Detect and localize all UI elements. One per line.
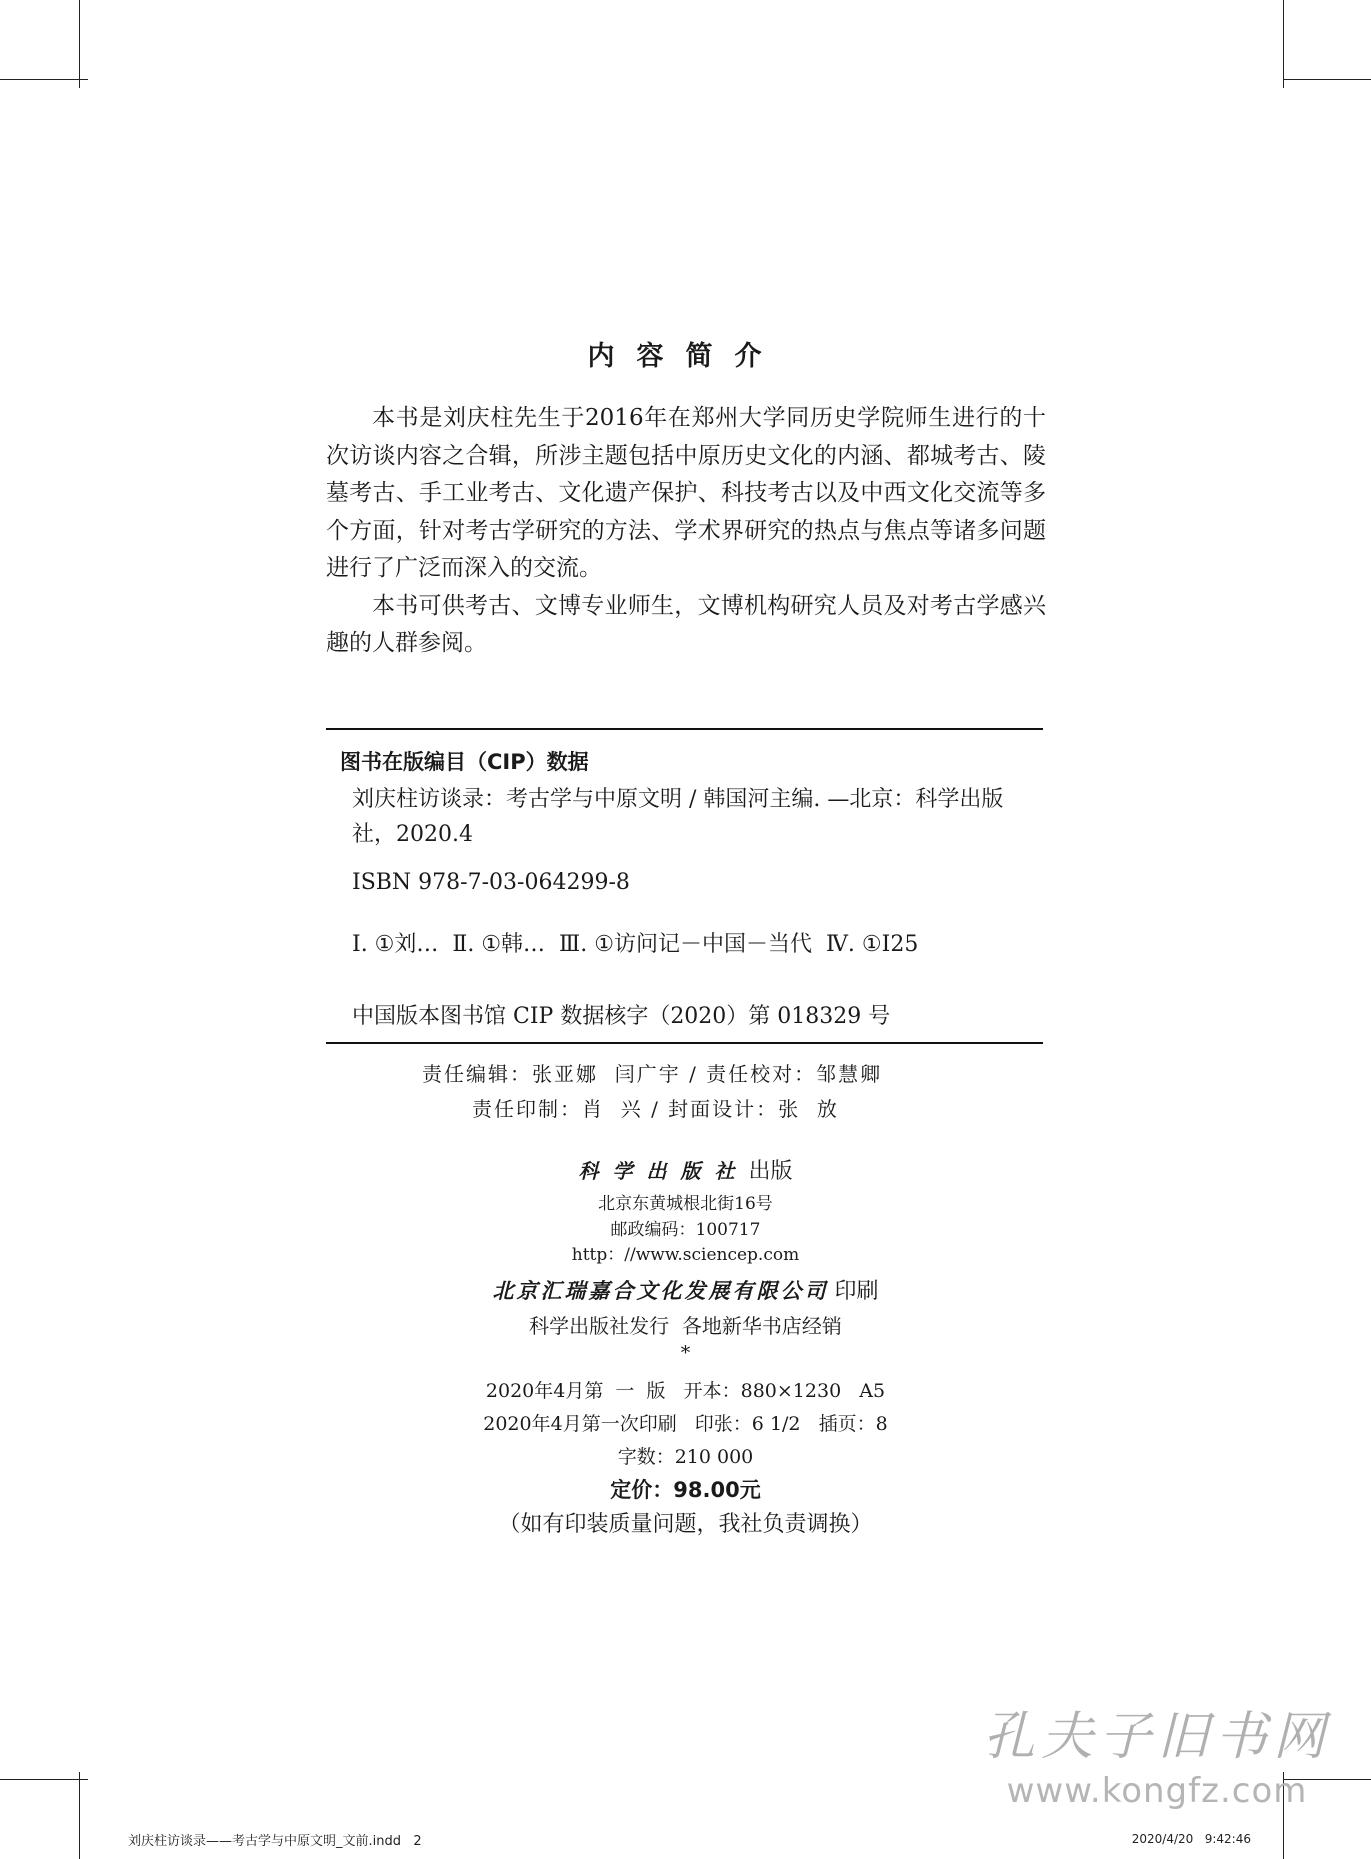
watermark [983, 1694, 1331, 1811]
intro-text [326, 400, 1046, 663]
crop-mark-bottom-left-vertical [79, 1772, 80, 1859]
crop-mark-bottom-left-horizontal [0, 1779, 88, 1780]
publisher-name: 科学出版社 [578, 1159, 749, 1183]
crop-mark-top-left-horizontal [0, 79, 88, 80]
cip-top-rule [326, 728, 1043, 730]
watermark-cn: 孔夫子旧书网 [982, 1707, 1331, 1767]
publisher-address: 北京东黄城根北街16号 [598, 1194, 773, 1214]
staff-production: 责任印制：肖 兴 / 封面设计：张 放 [472, 1097, 839, 1121]
publisher-line [0, 1154, 1371, 1185]
intro-paragraph-2: 本书可供考古、文博专业师生，文博机构研究人员及对考古学感兴趣的人群参阅。 [326, 592, 1046, 656]
edition-line-2: 2020年4月第一次印刷 印张：6 1/2 插页：8 [483, 1413, 888, 1435]
edition-line-1: 2020年4月第 一 版 开本：880×1230 A5 [485, 1380, 886, 1402]
price: 定价：98.00元 [610, 1478, 761, 1502]
printer-suffix: 印刷 [834, 1279, 879, 1304]
distribution: 科学出版社发行 各地新华书店经销 [529, 1314, 842, 1338]
watermark-url: www.kongfz.com [1006, 1771, 1308, 1811]
quality-note: （如有印装质量问题，我社负责调换） [498, 1512, 873, 1537]
intro-paragraph-1: 本书是刘庆柱先生于2016年在郑州大学同历史学院师生进行的十次访谈内容之合辑，所涉主题包括中原历史文化的内涵、都城考古、陵墓考古、手工业考古、文化遗产保护、科技考古以及中西文化交流等多个方面，针对考古学研究的方法、学术界研究的热点与焦点等诸多问题进行了广泛而深入的交流。 [326, 405, 1046, 581]
staff-editors: 责任编辑：张亚娜 闫广宇 / 责任校对：邹慧卿 [422, 1062, 883, 1086]
crop-mark-top-left-vertical [79, 0, 80, 88]
cip-heading: 图书在版编目（CIP）数据 [340, 750, 589, 774]
publisher-postcode: 邮政编码：100717 [610, 1220, 761, 1240]
cip-isbn: ISBN 978-7-03-064299-8 [352, 870, 630, 895]
edition-wordcount: 字数：210 000 [617, 1446, 754, 1468]
printer-line [0, 1274, 1371, 1305]
crop-mark-top-right-vertical [1283, 0, 1284, 88]
cip-record: 刘庆柱访谈录：考古学与中原文明 / 韩国河主编. —北京：科学出版社，2020.4 [352, 787, 1004, 847]
cip-bottom-rule [326, 1042, 1043, 1044]
crop-mark-top-right-horizontal [1283, 79, 1371, 80]
cip-classification: Ⅰ. ①刘… Ⅱ. ①韩… Ⅲ. ①访问记－中国－当代 Ⅳ. ①I25 [352, 932, 919, 957]
cip-number: 中国版本图书馆 CIP 数据核字（2020）第 018329 号 [352, 1004, 891, 1029]
footer-filename: 刘庆柱访谈录——考古学与中原文明_文前.indd 2 [128, 1834, 422, 1849]
footer-timestamp: 2020/4/20 9:42:46 [1131, 1832, 1251, 1846]
printer-name: 北京汇瑞嘉合文化发展有限公司 [492, 1278, 829, 1303]
intro-title: 内容简介 [587, 341, 784, 372]
publisher-suffix: 出版 [748, 1159, 793, 1184]
publisher-url: http：//www.sciencep.com [571, 1245, 800, 1265]
separator-asterisk: * [680, 1342, 691, 1364]
